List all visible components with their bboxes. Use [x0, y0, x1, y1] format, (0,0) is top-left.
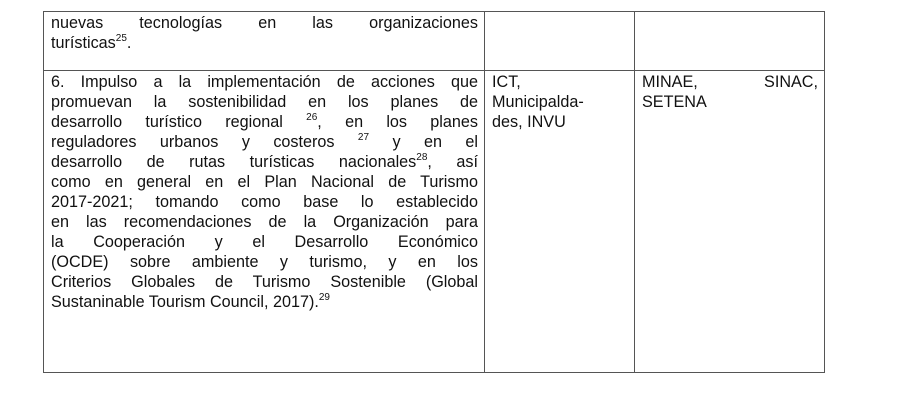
- action-text-line: promuevan la sostenibilidad en los planes de: [51, 93, 478, 111]
- responsibility-table: [43, 11, 825, 373]
- action-text-line: [51, 33, 478, 53]
- coresponsible-cell: [635, 71, 825, 373]
- action-text-line: nuevas tecnologías en las organizaciones: [51, 14, 478, 32]
- punctuation: .: [126, 34, 132, 52]
- footnote-ref: 25: [115, 32, 127, 44]
- action-text-line: en las recomendaciones de la Organización para: [51, 213, 478, 231]
- responsible-cell: [485, 71, 635, 373]
- responsible-text-line: ICT,: [492, 73, 521, 91]
- action-text-line: Criterios Globales de Turismo Sostenible (Global: [51, 273, 478, 291]
- action-text: , en los planes: [317, 113, 478, 131]
- action-text: desarrollo turístico regional: [51, 113, 283, 131]
- action-text-line: la Cooperación y el Desarrollo Económico: [51, 233, 478, 251]
- coresponsible-text-line: MINAE, SINAC,: [642, 73, 818, 91]
- action-text: y en el: [369, 133, 478, 151]
- coresponsible-text-line: SETENA: [642, 93, 707, 111]
- action-text-line: (OCDE) sobre ambiente y turismo, y en los: [51, 253, 478, 271]
- table-row: [44, 71, 825, 373]
- action-text: Sustaninable Tourism Council, 2017).: [51, 293, 319, 311]
- action-text: desarrollo de rutas turísticas nacionales: [51, 153, 417, 171]
- action-text: reguladores urbanos y costeros: [51, 133, 335, 151]
- action-text-line: [51, 132, 478, 152]
- footnote-ref: 27: [357, 131, 370, 143]
- action-text: turísticas: [51, 34, 116, 52]
- action-text-line: 2017-2021; tomando como base lo establecido: [51, 193, 478, 211]
- action-cell: [44, 71, 485, 373]
- action-text-line: 6. Impulso a la implementación de acciones que: [51, 73, 478, 91]
- coresponsible-cell: [635, 12, 825, 71]
- table-row: [44, 12, 825, 71]
- responsible-cell: [485, 12, 635, 71]
- footnote-ref: 28: [416, 151, 428, 163]
- action-cell: [44, 12, 485, 71]
- action-text: , así: [427, 153, 478, 171]
- footnote-ref: 29: [318, 291, 330, 303]
- action-text-line: como en general en el Plan Nacional de Turismo: [51, 173, 478, 191]
- action-text-line: [51, 112, 478, 132]
- responsible-text-line: des, INVU: [492, 113, 566, 131]
- action-text-line: [51, 292, 478, 312]
- action-text-line: [51, 152, 478, 172]
- responsible-text-line: Municipalda-: [492, 93, 584, 111]
- footnote-ref: 26: [306, 111, 318, 123]
